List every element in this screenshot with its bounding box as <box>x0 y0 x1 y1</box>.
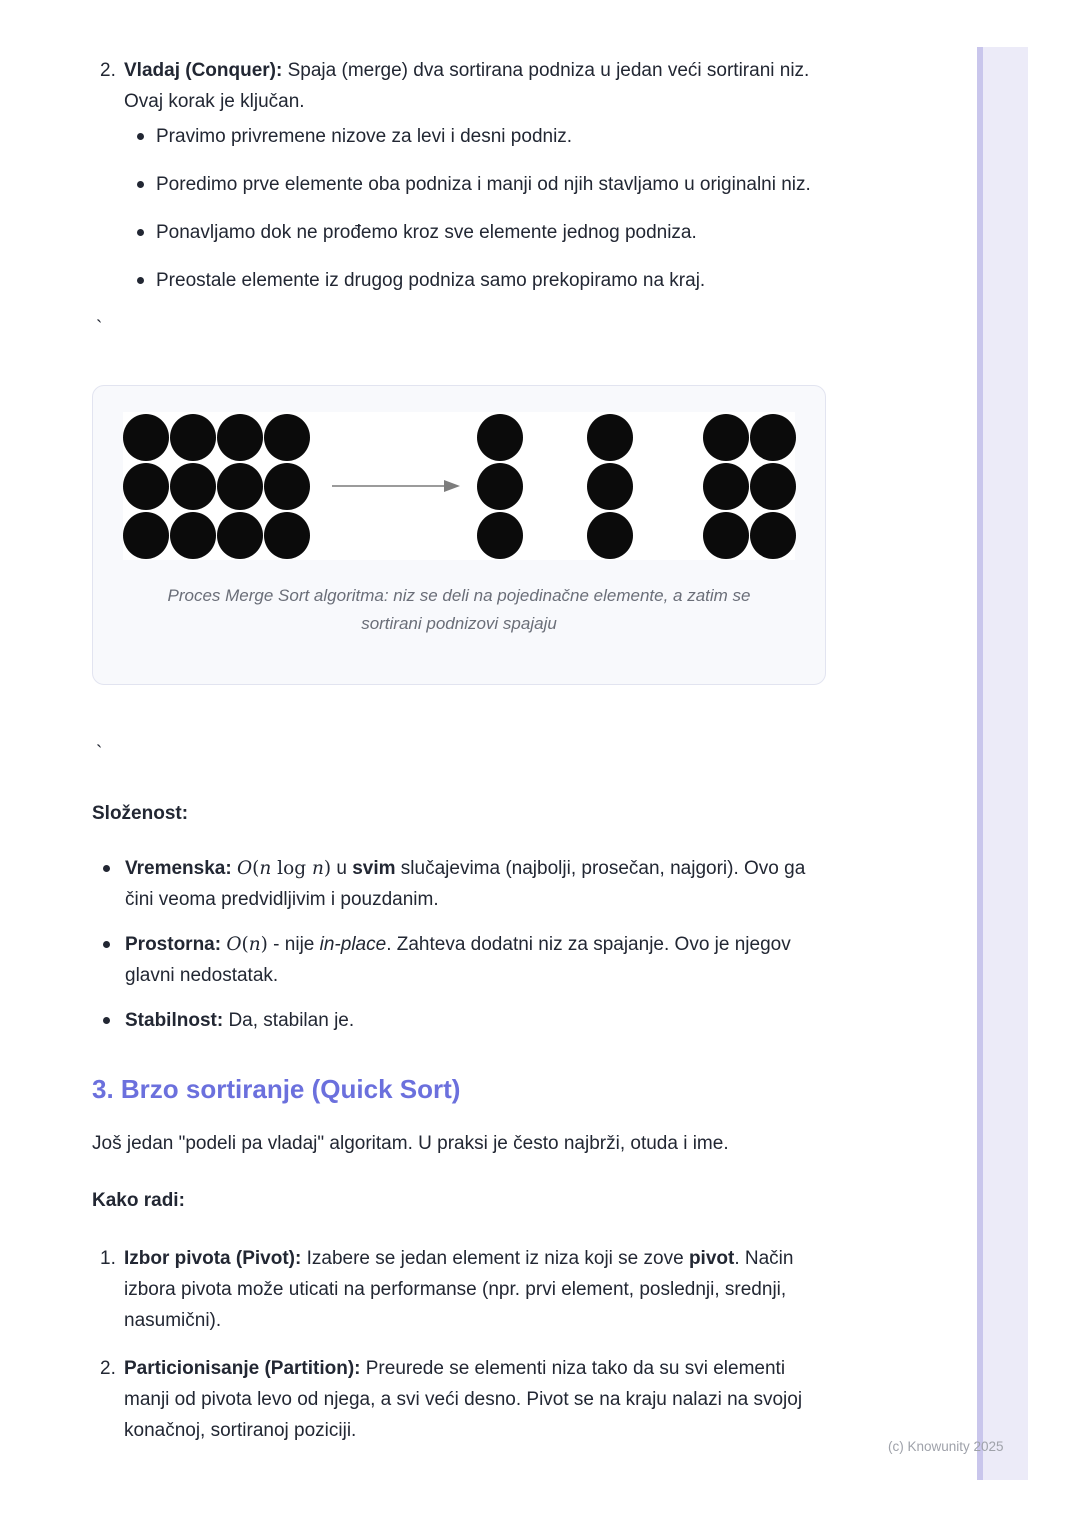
bullet-icon <box>103 1017 110 1024</box>
copyright-note: (c) Knowunity 2025 <box>888 1439 1004 1454</box>
array-element-dot <box>477 414 523 461</box>
bullet-item <box>92 169 826 200</box>
array-element-dot <box>123 512 169 559</box>
right-scroll-indicator[interactable] <box>977 47 1028 1480</box>
array-element-dot <box>170 414 216 461</box>
quicksort-steps-list <box>92 1243 826 1446</box>
list-item-text: Particionisanje (Partition): Preurede se elementi niza tako da su svi elementi manji od pivota levo od njega, a svi veći desno. Pivot se na kraju nalazi na svojoj konačnoj, sortiranoj poziciji. <box>124 1358 803 1441</box>
bullet-text: Ponavljamo dok ne prođemo kroz sve elemente jednog podniza. <box>156 222 697 243</box>
list-number: 1. <box>100 1248 116 1269</box>
dot-column-1 <box>477 414 523 559</box>
array-element-dot <box>750 512 796 559</box>
array-element-dot <box>170 463 216 510</box>
array-element-dot <box>123 414 169 461</box>
bullet-icon <box>103 865 110 872</box>
bullet-text: Stabilnost: Da, stabilan je. <box>125 1010 355 1031</box>
list-item-pivot <box>92 1243 826 1336</box>
merge-bullet-list <box>92 121 826 296</box>
merge-sort-diagram <box>123 412 795 560</box>
bullet-item <box>92 929 826 991</box>
list-item-partition <box>92 1353 826 1446</box>
list-number: 2. <box>100 1358 116 1379</box>
bullet-icon <box>137 277 144 284</box>
figure-caption: Proces Merge Sort algoritma: niz se deli na pojedinačne elemente, a zatim se sortirani podnizovi spajaju <box>167 586 751 633</box>
document-content <box>92 0 826 1463</box>
array-element-dot <box>217 512 263 559</box>
array-element-dot <box>703 414 749 461</box>
array-element-dot <box>170 512 216 559</box>
dot-grid-unsorted <box>123 414 310 559</box>
array-element-dot <box>264 414 310 461</box>
complexity-bullet-list <box>92 853 826 1036</box>
stray-backtick: ` <box>96 318 103 339</box>
list-item-text: Izbor pivota (Pivot): Izabere se jedan element iz niza koji se zove pivot. Način izbora pivota može uticati na performanse (npr. prvi element, poslednji, srednji, nasumični). <box>124 1248 794 1331</box>
bullet-icon <box>137 133 144 140</box>
list-item-vladaj <box>92 55 826 117</box>
array-element-dot <box>123 463 169 510</box>
list-number: 2. <box>100 60 116 81</box>
complexity-heading: Složenost: <box>92 803 189 824</box>
array-element-dot <box>264 463 310 510</box>
array-element-dot <box>477 463 523 510</box>
bullet-item <box>92 1005 826 1036</box>
array-element-dot <box>587 512 633 559</box>
dot-column-2 <box>587 414 633 559</box>
bullet-item <box>92 853 826 915</box>
bullet-text: Prostorna: O(n) - nije in-place. Zahteva dodatni niz za spajanje. Ovo je njegov glavni nedostatak. <box>125 934 791 986</box>
quicksort-section-heading: 3. Brzo sortiranje (Quick Sort) <box>92 1074 461 1104</box>
array-element-dot <box>750 463 796 510</box>
bullet-item <box>92 121 826 152</box>
array-element-dot <box>587 414 633 461</box>
bullet-icon <box>137 229 144 236</box>
bullet-text: Poredimo prve elemente oba podniza i manji od njih stavljamo u originalni niz. <box>156 174 811 195</box>
list-item-text: Vladaj (Conquer): Spaja (merge) dva sortirana podniza u jedan veći sortirani niz. Ovaj korak je ključan. <box>124 60 810 112</box>
right-arrow-icon <box>332 479 460 493</box>
dot-grid-merged <box>703 414 796 559</box>
array-element-dot <box>477 512 523 559</box>
bullet-item <box>92 265 826 296</box>
array-element-dot <box>587 463 633 510</box>
array-element-dot <box>750 414 796 461</box>
array-element-dot <box>703 463 749 510</box>
array-element-dot <box>217 463 263 510</box>
bullet-text: Preostale elemente iz drugog podniza samo prekopiramo na kraj. <box>156 270 706 291</box>
merge-sort-figure <box>92 385 826 685</box>
bullet-item <box>92 217 826 248</box>
bullet-icon <box>103 941 110 948</box>
stray-backtick: ` <box>96 743 103 764</box>
bullet-icon <box>137 181 144 188</box>
array-element-dot <box>217 414 263 461</box>
array-element-dot <box>703 512 749 559</box>
bullet-text: Vremenska: O(n log n) u svim slučajevima (najbolji, prosečan, najgori). Ovo ga čini veoma predvidljivim i pouzdanim. <box>125 858 806 910</box>
array-element-dot <box>264 512 310 559</box>
how-it-works-heading: Kako radi: <box>92 1190 185 1211</box>
bullet-text: Pravimo privremene nizove za levi i desni podniz. <box>156 126 573 147</box>
quicksort-intro: Još jedan "podeli pa vladaj" algoritam. U praksi je često najbrži, otuda i ime. <box>92 1133 729 1154</box>
